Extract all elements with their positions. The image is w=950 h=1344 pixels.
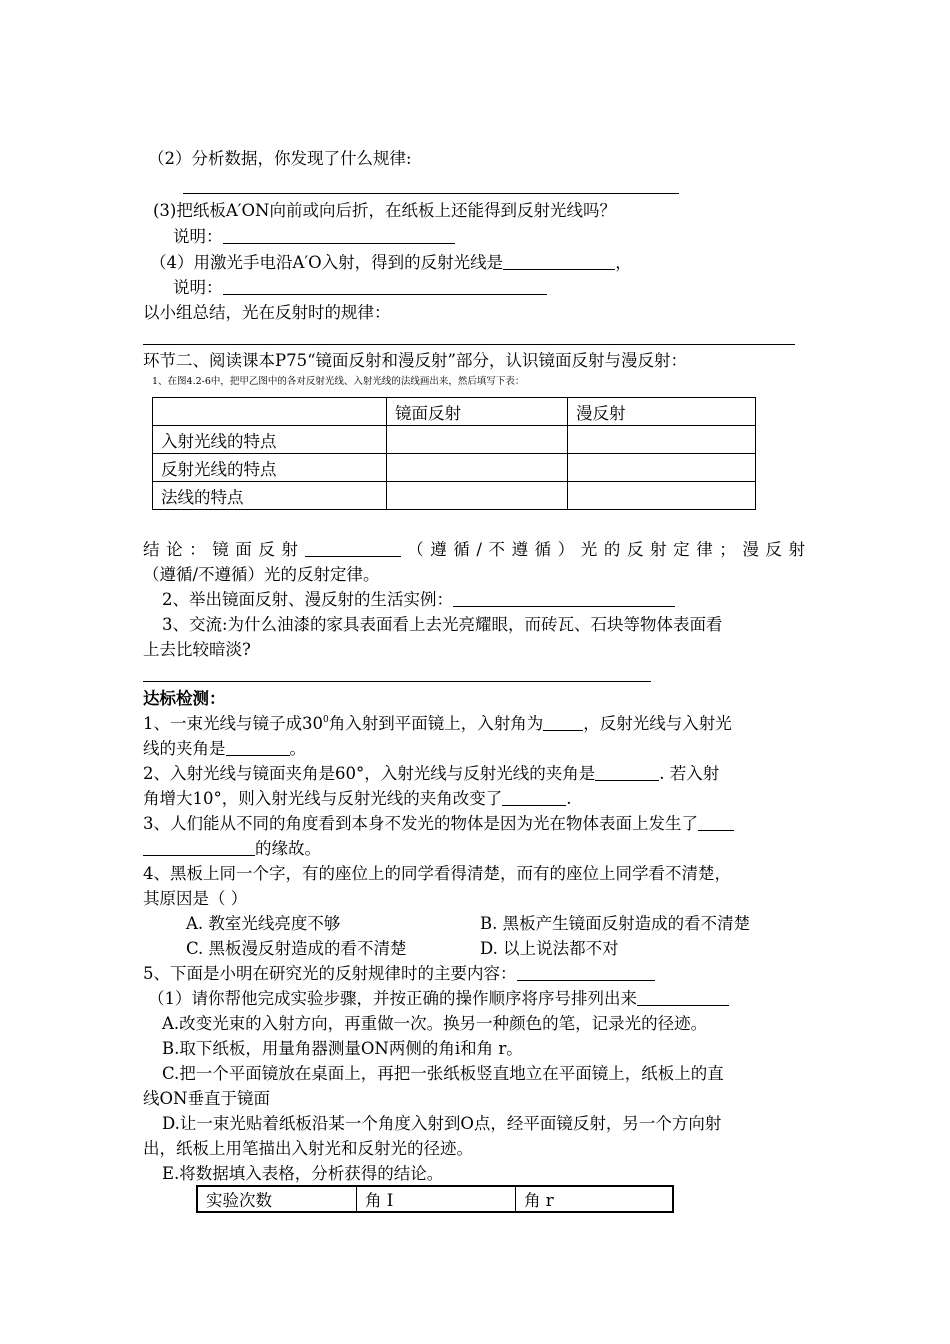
table-row-label: 反射光线的特点: [153, 454, 387, 482]
answer-blank: [226, 738, 290, 756]
test-q1-line1: 1、一束光线与镜子成$30^0$角入射到平面镜上，入射角为 ，反射光线与入射光: [143, 714, 732, 733]
test-q3-line1: 3、人们能从不同的角度看到本身不发光的物体是因为光在物体表面上发生了: [143, 813, 734, 835]
table-header-row: [153, 398, 756, 426]
step-d-line1: D.让一束光贴着纸板沿某一个角度入射到O点，经平面镜反射，另一个方向射: [162, 1114, 722, 1133]
q3-discussion-line1: 3、交流:为什么油漆的家具表面看上去光亮耀眼，而砖瓦、石块等物体表面看: [162, 615, 723, 634]
answer-blank: [698, 813, 734, 831]
option-d: D. 以上说法都不对: [480, 939, 619, 958]
table-header-cell: [153, 398, 387, 426]
q4-explanation: 说明：: [173, 277, 547, 299]
test-q2-line2: 角增大10°，则入射光线与反射光线的夹角改变了 .: [143, 789, 572, 808]
conclusion-line2: （遵循/不遵循）光的反射定律。: [143, 565, 380, 584]
option-c: C. 黑板漫反射造成的看不清楚: [186, 939, 407, 958]
option-a: A. 教室光线亮度不够: [186, 914, 341, 933]
test-heading: 达标检测：: [143, 689, 226, 708]
test-q5: 5、下面是小明在研究光的反射规律时的主要内容：: [143, 963, 655, 985]
answer-blank: [543, 713, 583, 731]
table-header-cell: 角 r: [516, 1186, 674, 1212]
answer-blank: [517, 963, 655, 981]
section2-instruction: 1、在图4.2-6中，把甲乙图中的各对反射光线、入射光线的法线画出来，然后填写下表：: [152, 376, 525, 387]
answer-blank: [453, 589, 675, 607]
table-row: [153, 426, 756, 454]
table-header-row: [197, 1186, 673, 1212]
table-row: [153, 482, 756, 510]
answer-blank: [223, 226, 455, 244]
group-summary: 以小组总结，光在反射时的规律：: [143, 303, 391, 322]
step-c-line2: 线ON垂直于镜面: [143, 1089, 270, 1108]
conclusion-line1: 结论：镜面反射 （遵循/不遵循）光的反射定律；漫反射: [143, 540, 806, 559]
answer-line: [143, 681, 651, 682]
test-q5-part1: （1）请你帮他完成实验步骤，并按正确的操作顺序将序号排列出来: [148, 988, 729, 1010]
step-b: B.取下纸板，用量角器测量ON两侧的角i和角 r。: [162, 1039, 523, 1058]
step-a: A.改变光束的入射方向，再重做一次。换另一种颜色的笔，记录光的径迹。: [162, 1014, 708, 1033]
experiment-data-table: [196, 1185, 674, 1213]
answer-blank: [502, 788, 566, 806]
test-q3-line2: 的缘故。: [143, 838, 321, 860]
step-d-line2: 出，纸板上用笔描出入射光和反射光的径迹。: [143, 1139, 473, 1158]
q2-analyze-data: （2）分析数据，你发现了什么规律:: [148, 149, 412, 168]
test-q2-line1: 2、入射光线与镜面夹角是60°，入射光线与反射光线的夹角是 . 若入射: [143, 764, 720, 783]
table-cell: [568, 426, 756, 454]
step-e: E.将数据填入表格，分析获得的结论。: [162, 1164, 444, 1183]
section2-heading: 环节二、阅读课本P75“镜面反射和漫反射”部分，认识镜面反射与漫反射：: [143, 351, 687, 370]
table-cell: [387, 482, 568, 510]
table-row-label: 入射光线的特点: [153, 426, 387, 454]
answer-blank: [223, 277, 547, 295]
q3-discussion-line2: 上去比较暗淡?: [143, 640, 251, 659]
table-cell: [387, 426, 568, 454]
option-b: B. 黑板产生镜面反射造成的看不清楚: [480, 914, 751, 933]
table-header-cell: 漫反射: [568, 398, 756, 426]
table-cell: [387, 454, 568, 482]
reflection-comparison-table: [152, 397, 756, 510]
table-header-cell: 实验次数: [197, 1186, 357, 1212]
table-cell: [568, 482, 756, 510]
step-c-line1: C.把一个平面镜放在桌面上，再把一张纸板竖直地立在平面镜上，纸板上的直: [162, 1064, 724, 1083]
table-row: [153, 454, 756, 482]
table-row-label: 法线的特点: [153, 482, 387, 510]
answer-blank: [595, 763, 659, 781]
answer-blank: [305, 539, 401, 557]
answer-line: [183, 193, 679, 194]
q3-explanation: 说明：: [173, 226, 455, 248]
q4-laser: （4）用激光手电沿A′O入射，得到的反射光线是 ，: [150, 253, 632, 272]
q3-fold-paper: (3)把纸板A′ON向前或向后折，在纸板上还能得到反射光线吗？: [153, 201, 616, 220]
answer-blank: [503, 252, 615, 270]
answer-blank: [637, 988, 729, 1006]
table-cell: [568, 454, 756, 482]
test-q4-line1: 4、黑板上同一个字，有的座位上的同学看得清楚，而有的座位上同学看不清楚，: [143, 864, 731, 883]
table-header-cell: 角 I: [357, 1186, 516, 1212]
table-header-cell: 镜面反射: [387, 398, 568, 426]
test-q1-line2: 线的夹角是 。: [143, 739, 306, 758]
answer-line: [143, 344, 795, 345]
answer-blank: [143, 838, 255, 856]
q2-examples: 2、举出镜面反射、漫反射的生活实例：: [162, 589, 675, 611]
test-q4-line2: 其原因是（ ）: [143, 889, 248, 908]
